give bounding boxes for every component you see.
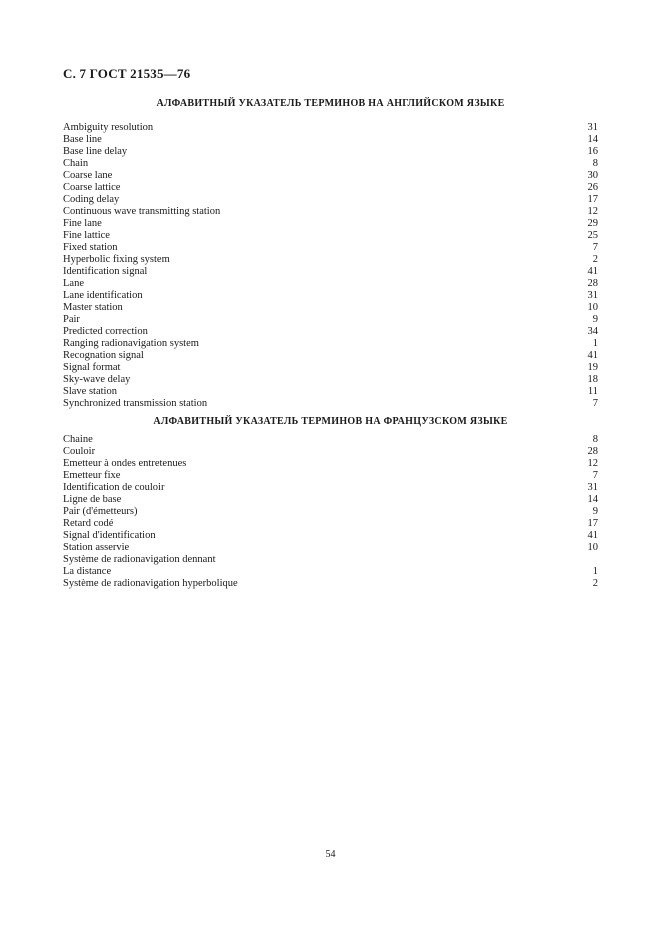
index-number: 7 (592, 398, 598, 409)
index-entry (63, 338, 598, 350)
index-number: 14 (587, 494, 598, 505)
english-index-title: АЛФАВИТНЫЙ УКАЗАТЕЛЬ ТЕРМИНОВ НА АНГЛИЙСКОМ ЯЗЫКЕ (156, 98, 505, 109)
index-number: 14 (587, 134, 598, 145)
index-number: 41 (587, 350, 598, 361)
index-number: 41 (587, 266, 598, 277)
index-entry (63, 326, 598, 338)
index-entry (63, 458, 598, 470)
index-term: Recognation signal (63, 350, 144, 361)
english-index-list (63, 122, 598, 410)
index-number: 29 (587, 218, 598, 229)
page-header: С. 7 ГОСТ 21535—76 (63, 66, 191, 81)
index-term: Retard codé (63, 518, 114, 529)
index-entry (63, 434, 598, 446)
index-number: 31 (587, 482, 598, 493)
index-term: Système de radionavigation dennant (63, 554, 216, 565)
index-entry (63, 386, 598, 398)
index-number: 34 (587, 326, 598, 337)
index-number: 18 (587, 374, 598, 385)
index-number: 25 (587, 230, 598, 241)
index-term: Master station (63, 302, 123, 313)
index-term: Continuous wave transmitting station (63, 206, 221, 217)
index-term: Coarse lane (63, 170, 113, 181)
index-term: Base line delay (63, 146, 128, 157)
index-term: Base line (63, 134, 102, 145)
index-number: 2 (592, 578, 598, 589)
index-entry (63, 122, 598, 134)
index-term: Pair (63, 314, 80, 325)
index-entry (63, 578, 598, 590)
index-entry (63, 482, 598, 494)
index-entry (63, 158, 598, 170)
index-term: Predicted correction (63, 326, 148, 337)
index-entry (63, 254, 598, 266)
index-number: 11 (587, 386, 598, 397)
index-entry (63, 242, 598, 254)
french-index-list (63, 434, 598, 590)
index-entry (63, 194, 598, 206)
index-entry (63, 302, 598, 314)
page-number: 54 (325, 849, 336, 860)
index-term: Fine lane (63, 218, 102, 229)
index-number: 10 (587, 302, 598, 313)
index-number: 9 (592, 506, 598, 517)
index-term: Chain (63, 158, 89, 169)
index-term: Slave station (63, 386, 117, 397)
index-number: 8 (592, 434, 598, 445)
index-entry (63, 350, 598, 362)
index-number: 8 (592, 158, 598, 169)
index-number: 31 (587, 290, 598, 301)
index-term: Identification de couloir (63, 482, 165, 493)
index-number: 17 (587, 518, 598, 529)
index-number: 31 (587, 122, 598, 133)
index-entry (63, 362, 598, 374)
index-number: 30 (587, 170, 598, 181)
index-number: 7 (592, 470, 598, 481)
index-number: 1 (592, 566, 598, 577)
index-number: 28 (587, 278, 598, 289)
index-entry (63, 542, 598, 554)
index-number: 12 (587, 206, 598, 217)
index-term: Signal d'identification (63, 530, 156, 541)
index-number: 16 (587, 146, 598, 157)
index-entry (63, 218, 598, 230)
index-entry (63, 170, 598, 182)
index-number: 1 (592, 338, 598, 349)
index-term: Ligne de base (63, 494, 122, 505)
index-number: 9 (592, 314, 598, 325)
index-number: 2 (592, 254, 598, 265)
index-term: Fixed station (63, 242, 118, 253)
index-number: 28 (587, 446, 598, 457)
index-term: Fine lattice (63, 230, 110, 241)
index-entry (63, 134, 598, 146)
index-term: Signal format (63, 362, 121, 373)
index-entry (63, 182, 598, 194)
index-term: Emetteur fixe (63, 470, 121, 481)
index-number: 12 (587, 458, 598, 469)
index-entry (63, 446, 598, 458)
index-number: 17 (587, 194, 598, 205)
index-term: Coding delay (63, 194, 120, 205)
index-entry (63, 230, 598, 242)
index-term: Ranging radionavigation system (63, 338, 199, 349)
index-entry (63, 314, 598, 326)
index-term: Sky-wave delay (63, 374, 131, 385)
index-entry (63, 290, 598, 302)
index-entry (63, 470, 598, 482)
index-term: Pair (d'émetteurs) (63, 506, 138, 517)
index-entry (63, 206, 598, 218)
index-term: Emetteur à ondes entretenues (63, 458, 187, 469)
index-number: 7 (592, 242, 598, 253)
index-term: Lane (63, 278, 84, 289)
index-entry (63, 146, 598, 158)
index-number: 41 (587, 530, 598, 541)
index-number: 10 (587, 542, 598, 553)
index-entry (63, 554, 598, 566)
index-entry (63, 266, 598, 278)
index-term: Lane identification (63, 290, 143, 301)
index-entry (63, 374, 598, 386)
index-term: La distance (63, 566, 112, 577)
index-number: 26 (587, 182, 598, 193)
index-term: Chaine (63, 434, 93, 445)
index-entry (63, 278, 598, 290)
index-term: Ambiguity resolution (63, 122, 154, 133)
index-term: Hyperbolic fixing system (63, 254, 170, 265)
index-term: Système de radionavigation hyperbolique (63, 578, 238, 589)
index-term: Station asservie (63, 542, 130, 553)
index-entry (63, 530, 598, 542)
french-index-title: АЛФАВИТНЫЙ УКАЗАТЕЛЬ ТЕРМИНОВ НА ФРАНЦУЗСКОМ ЯЗЫКЕ (153, 416, 508, 427)
index-entry (63, 506, 598, 518)
index-term: Couloir (63, 446, 96, 457)
index-term: Synchronized transmission station (63, 398, 208, 409)
index-entry (63, 494, 598, 506)
index-number: 19 (587, 362, 598, 373)
index-term: Coarse lattice (63, 182, 121, 193)
index-entry (63, 398, 598, 410)
index-entry (63, 518, 598, 530)
index-entry (63, 566, 598, 578)
index-term: Identification signal (63, 266, 148, 277)
